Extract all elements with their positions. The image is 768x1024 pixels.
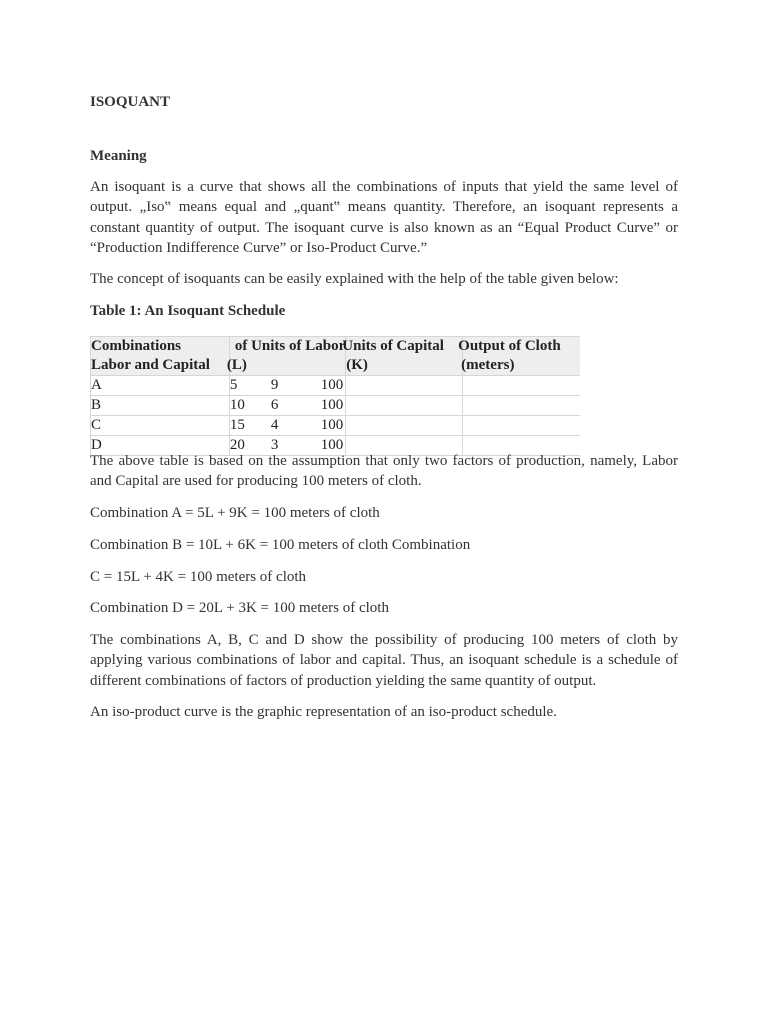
capital-value: 3 <box>270 437 279 453</box>
empty-cell <box>463 416 580 436</box>
table-header-row <box>91 337 581 376</box>
meaning-heading: Meaning <box>90 148 147 164</box>
header-combinations: Combinations Labor and Capital <box>91 337 230 376</box>
table-row <box>91 396 581 416</box>
header-units-of-labor: of Units of Labor (L) <box>229 337 345 376</box>
empty-cell <box>346 396 463 416</box>
empty-cell <box>463 396 580 416</box>
output-value: 100 <box>320 397 344 413</box>
combo-cell: C <box>91 416 230 436</box>
combo-cell: D <box>91 436 230 456</box>
iso-product-paragraph: An iso-product curve is the graphic representation of an iso-product schedule. <box>90 704 557 720</box>
output-value: 100 <box>320 377 344 393</box>
values-cell <box>229 416 345 436</box>
conclusion-paragraph: The combinations A, B, C and D show the possibility of producing 100 meters of cloth by applying various combinations of labor and capital. Thus, an isoquant schedule is a schedule of different combinations of factors of production yielding the same quantity of output. <box>90 632 678 689</box>
empty-cell <box>346 416 463 436</box>
combo-cell: A <box>91 376 230 396</box>
table-row <box>91 416 581 436</box>
empty-cell <box>346 376 463 396</box>
combination-b-line: Combination B = 10L + 6K = 100 meters of cloth Combination <box>90 537 471 553</box>
header-units-of-capital: Units of Capital (K) <box>346 337 463 376</box>
output-value: 100 <box>320 417 344 433</box>
isoquant-schedule-table <box>90 336 580 456</box>
output-value: 100 <box>320 437 344 453</box>
definition-paragraph: An isoquant is a curve that shows all the combinations of inputs that yield the same level of output. „Iso‟ means equal and „quant‟ means quantity. Therefore, an isoquant represents a constant quantity of output. The isoquant curve is also known as an “Equal Product Curve” or “Production Indifference Curve” or Iso-Product Curve.” <box>90 179 678 256</box>
header-output-of-cloth: Output of Cloth (meters) <box>463 337 580 376</box>
labor-value: 15 <box>229 417 245 433</box>
empty-cell <box>463 376 580 396</box>
labor-value: 10 <box>229 397 245 413</box>
table-row <box>91 376 581 396</box>
combination-d-line: Combination D = 20L + 3K = 100 meters of cloth <box>90 600 389 616</box>
intro-paragraph: The concept of isoquants can be easily explained with the help of the table given below: <box>90 271 619 287</box>
labor-value: 5 <box>229 377 238 393</box>
values-cell <box>229 376 345 396</box>
capital-value: 4 <box>270 417 279 433</box>
combination-a-line: Combination A = 5L + 9K = 100 meters of cloth <box>90 505 380 521</box>
combo-cell: B <box>91 396 230 416</box>
combination-c-line: C = 15L + 4K = 100 meters of cloth <box>90 569 307 585</box>
table-caption: Table 1: An Isoquant Schedule <box>90 303 286 319</box>
assumption-paragraph: The above table is based on the assumption that only two factors of production, namely, Labor and Capital are used for producing 100 meters of cloth. <box>90 453 678 490</box>
capital-value: 9 <box>270 377 279 393</box>
values-cell <box>229 396 345 416</box>
document-title: ISOQUANT <box>90 94 171 110</box>
capital-value: 6 <box>270 397 279 413</box>
labor-value: 20 <box>229 437 245 453</box>
